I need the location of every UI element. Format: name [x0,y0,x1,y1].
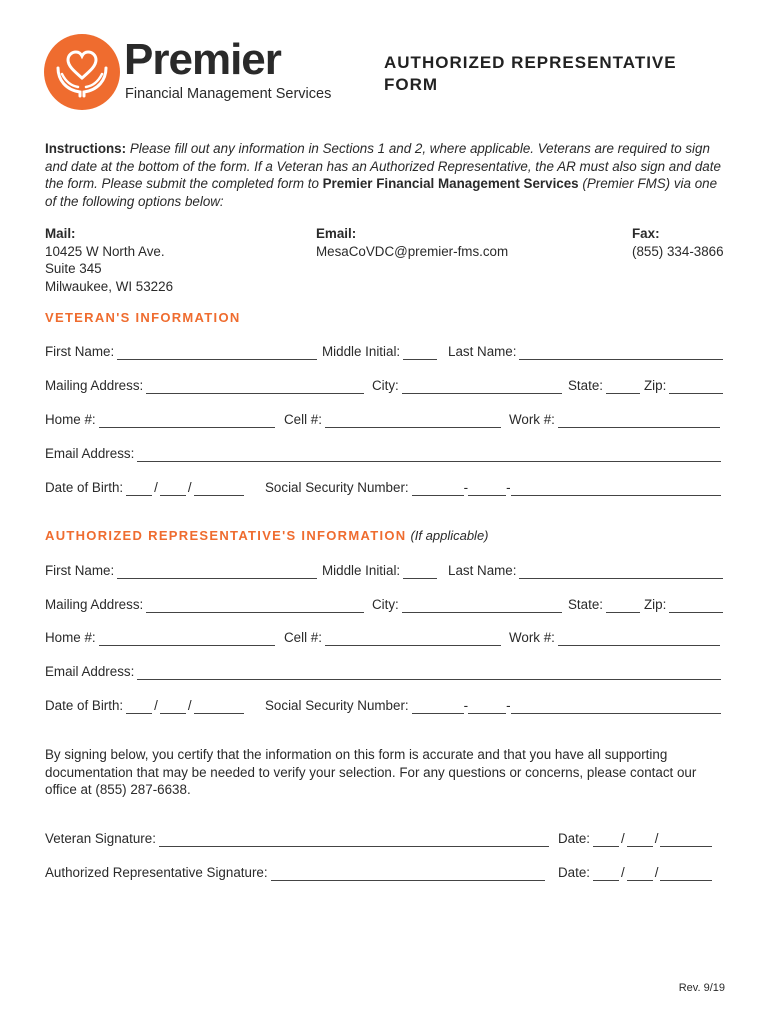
veteran-zip-input[interactable] [669,380,723,394]
email-label: Email: [316,226,357,241]
veteran-ssn-field [265,478,721,496]
ar-signature-date-field [558,863,712,881]
mail-line-2: Suite 345 [45,261,102,276]
first-name-label: First Name: [45,563,115,578]
veteran-home-input[interactable] [99,414,275,428]
dob-label: Date of Birth: [45,480,124,495]
ar-signature-label: Authorized Representative Signature: [45,865,268,880]
middle-initial-label: Middle Initial: [322,344,401,359]
veteran-section-title [45,310,241,325]
mailing-address-label: Mailing Address: [45,378,144,393]
veteran-first-name-input[interactable] [117,346,317,360]
mailing-address-label: Mailing Address: [45,597,144,612]
first-name-label: First Name: [45,344,115,359]
veteran-sign-month-input[interactable] [593,833,619,847]
fax-label: Fax: [632,226,660,241]
email-value[interactable]: MesaCoVDC@premier-fms.com [316,243,509,259]
ar-dob-month-input[interactable] [126,700,152,714]
veteran-middle-initial-input[interactable] [403,346,437,360]
ar-signature-input[interactable] [271,867,545,881]
ar-ssn-part2-input[interactable] [468,700,506,714]
veteran-section-title-text: VETERAN'S INFORMATION [45,310,241,325]
contact-mail [45,225,173,295]
heart-hands-icon [44,34,120,110]
ar-mailing-address-field [45,595,364,613]
state-label: State: [568,378,603,393]
veteran-state-input[interactable] [606,380,640,394]
ar-dob-row [45,696,726,714]
veteran-home-field [45,410,275,428]
contact-fax [632,225,724,260]
ar-zip-input[interactable] [669,599,723,613]
ar-ssn-part3-input[interactable] [511,700,721,714]
ar-cell-input[interactable] [325,632,501,646]
ar-signature-row [45,863,726,881]
home-label: Home #: [45,630,96,645]
dob-slash: / [154,480,158,495]
date-slash: / [621,865,625,880]
email-address-label: Email Address: [45,446,135,461]
veteran-dob-year-input[interactable] [194,482,244,496]
veteran-email-field [45,444,721,462]
mail-line-3: Milwaukee, WI 53226 [45,278,174,294]
veteran-zip-field [644,376,723,394]
state-label: State: [568,597,603,612]
ar-zip-field [644,595,723,613]
veteran-state-field [568,376,640,394]
ar-mailing-address-input[interactable] [146,599,364,613]
instructions-company: Premier Financial Management Services [322,176,579,191]
ar-cell-field [284,628,501,646]
veteran-ssn-part1-input[interactable] [412,482,464,496]
veteran-ssn-part2-input[interactable] [468,482,506,496]
ar-email-field [45,662,721,680]
ar-last-name-input[interactable] [519,565,723,579]
ar-section-note: (If applicable) [410,528,489,543]
ar-state-field [568,595,640,613]
veteran-signature-input[interactable] [159,833,549,847]
work-label: Work #: [509,412,555,427]
ssn-dash: - [463,480,469,495]
ar-email-input[interactable] [137,666,721,680]
brand-name: Premier [124,35,281,84]
brand-subtitle: Financial Management Services [125,86,332,102]
ar-dob-field [45,696,244,714]
email-address-label: Email Address: [45,664,135,679]
last-name-label: Last Name: [448,563,517,578]
city-label: City: [372,597,399,612]
veteran-dob-day-input[interactable] [160,482,186,496]
cell-label: Cell #: [284,630,322,645]
date-label: Date: [558,831,591,846]
veteran-signature-label: Veteran Signature: [45,831,156,846]
veteran-work-input[interactable] [558,414,720,428]
last-name-label: Last Name: [448,344,517,359]
ssn-dash: - [463,698,469,713]
veteran-middle-initial-field [322,342,437,360]
ssn-dash: - [506,480,511,495]
veteran-ssn-part3-input[interactable] [511,482,721,496]
veteran-work-field [509,410,720,428]
veteran-email-input[interactable] [137,448,721,462]
ar-first-name-input[interactable] [117,565,317,579]
ar-section-title [45,528,489,543]
veteran-first-name-field [45,342,317,360]
ar-home-field [45,628,275,646]
ar-middle-initial-input[interactable] [403,565,437,579]
ar-phone-row [45,628,726,646]
veteran-city-input[interactable] [402,380,562,394]
ar-city-input[interactable] [402,599,562,613]
work-label: Work #: [509,630,555,645]
ar-home-input[interactable] [99,632,275,646]
veteran-signature-field [45,829,549,847]
veteran-cell-input[interactable] [325,414,501,428]
instructions [45,140,727,210]
veteran-cell-field [284,410,501,428]
instructions-text-2: (Premier FMS) via one of the following options below: [45,176,718,209]
ar-dob-year-input[interactable] [194,700,244,714]
ar-sign-month-input[interactable] [593,867,619,881]
veteran-email-row [45,444,726,462]
ar-work-field [509,628,720,646]
instructions-lead: Instructions: [45,141,127,156]
ar-sign-day-input[interactable] [627,867,653,881]
ar-address-row [45,595,726,613]
mail-line-1: 10425 W North Ave. [45,243,165,259]
mail-label: Mail: [45,226,76,241]
ar-ssn-part1-input[interactable] [412,700,464,714]
veteran-signature-row [45,829,726,847]
ar-signature-field [45,863,545,881]
date-label: Date: [558,865,591,880]
certification-text: By signing below, you certify that the information on this form is accurate and that you have all supporting documentation that may be needed to verify your selection. For any questions or concerns, please contact our office at (855) 287-6638. [45,747,697,797]
veteran-city-field [372,376,562,394]
ar-section-title-text: AUTHORIZED REPRESENTATIVE'S INFORMATION [45,528,407,543]
ar-sign-year-input[interactable] [660,867,712,881]
zip-label: Zip: [644,597,667,612]
veteran-last-name-field [448,342,723,360]
ar-email-row [45,662,726,680]
veteran-mailing-address-field [45,376,364,394]
fax-value: (855) 334-3866 [632,243,724,259]
ar-dob-day-input[interactable] [160,700,186,714]
ssn-label: Social Security Number: [265,698,409,713]
ar-last-name-field [448,561,723,579]
form-title: AUTHORIZED REPRESENTATIVE FORM [384,53,677,94]
veteran-mailing-address-input[interactable] [146,380,364,394]
date-slash: / [621,831,625,846]
date-slash: / [654,865,659,880]
zip-label: Zip: [644,378,667,393]
city-label: City: [372,378,399,393]
veteran-phone-row [45,410,726,428]
ar-ssn-field [265,696,721,714]
ssn-label: Social Security Number: [265,480,409,495]
middle-initial-label: Middle Initial: [322,563,401,578]
veteran-name-row [45,342,726,360]
veteran-address-row [45,376,726,394]
dob-label: Date of Birth: [45,698,124,713]
dob-slash: / [154,698,158,713]
veteran-last-name-input[interactable] [519,346,723,360]
revision-label: Rev. 9/19 [678,982,725,994]
veteran-sign-day-input[interactable] [627,833,653,847]
veteran-dob-field [45,478,244,496]
cell-label: Cell #: [284,412,322,427]
ar-first-name-field [45,561,317,579]
premier-logo [44,34,344,114]
contact-email [316,225,508,260]
veteran-dob-row [45,478,726,496]
ar-name-row [45,561,726,579]
ssn-dash: - [506,698,511,713]
instructions-text-1: Please fill out any information in Sections 1 and 2, where applicable. Veterans are required to sign and date at the bottom of the form. If a Veteran has an Authorized Representative, the AR must also sign and date the form. Please submit the completed form to [45,141,721,191]
veteran-dob-month-input[interactable] [126,482,152,496]
ar-state-input[interactable] [606,599,640,613]
date-slash: / [654,831,659,846]
ar-city-field [372,595,562,613]
dob-slash: / [187,480,192,495]
veteran-signature-date-field [558,829,712,847]
home-label: Home #: [45,412,96,427]
ar-middle-initial-field [322,561,437,579]
veteran-sign-year-input[interactable] [660,833,712,847]
dob-slash: / [187,698,192,713]
ar-work-input[interactable] [558,632,720,646]
